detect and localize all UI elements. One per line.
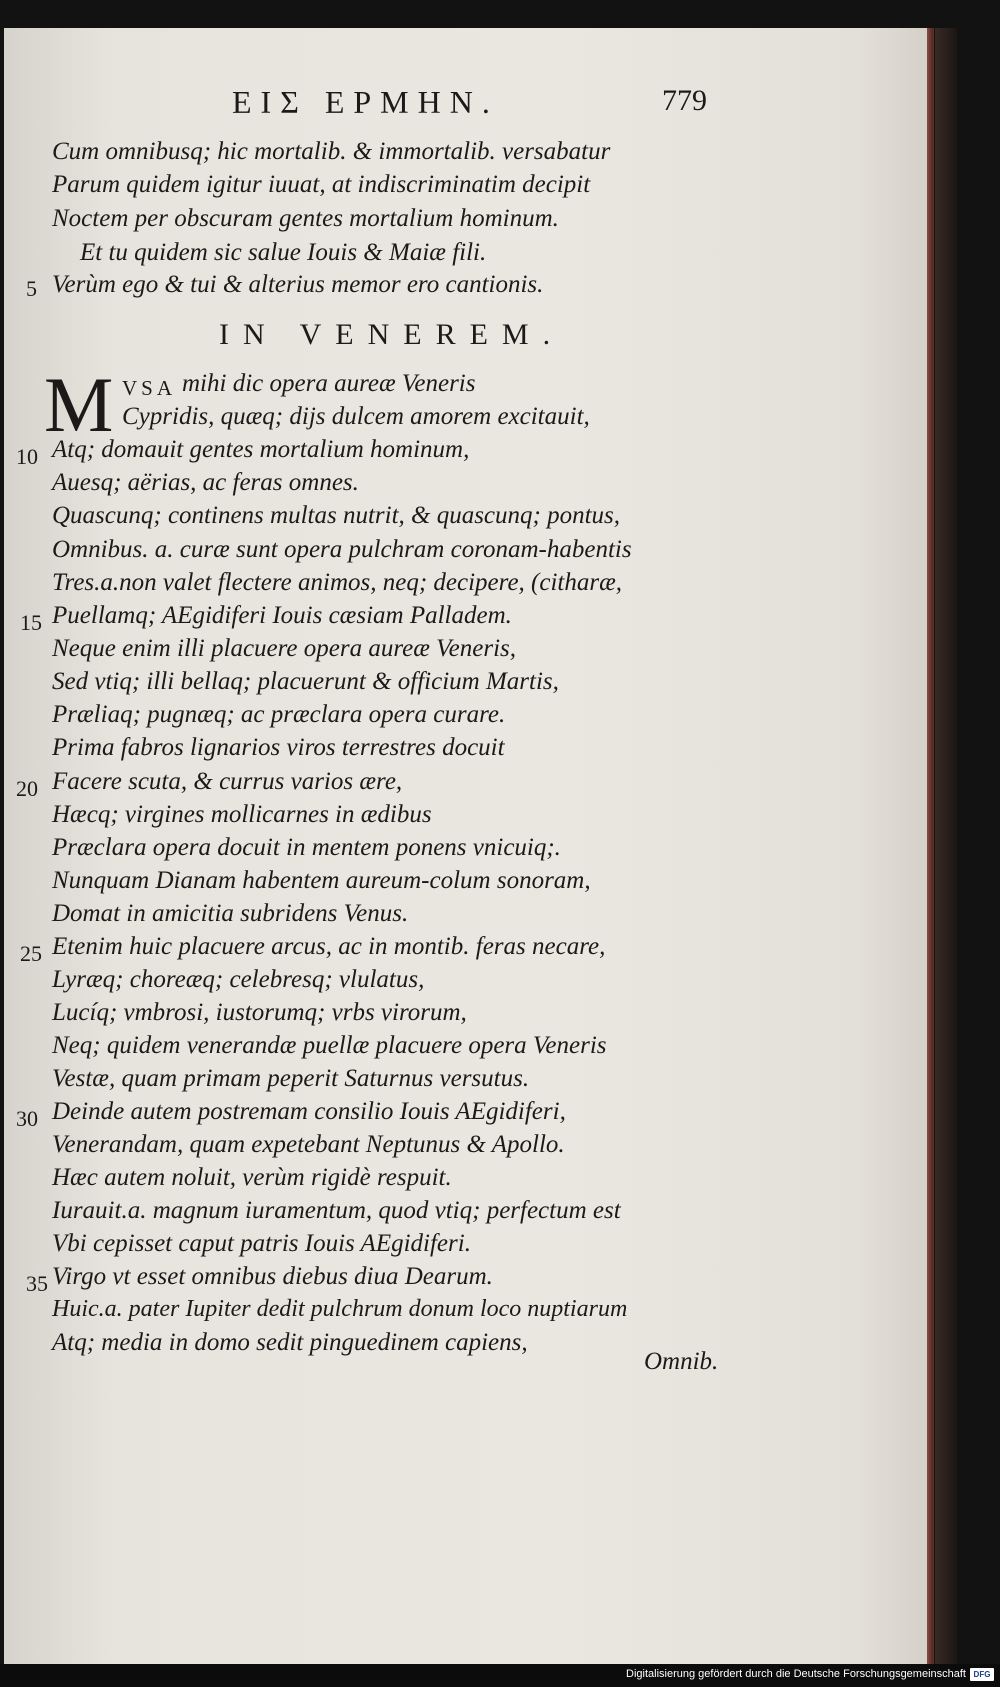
verse-line: Etenim huic placuere arcus, ac in montib. feras necare, xyxy=(52,933,606,960)
verse-line: Cum omnibusq; hic mortalib. & immortalib. versabatur xyxy=(52,138,611,165)
verse-line: mihi dic opera aureæ Veneris xyxy=(182,370,476,397)
verse-line: Præclara opera docuit in mentem ponens vnicuiq;. xyxy=(52,834,561,861)
verse-line: Deinde autem postremam consilio Iouis AEgidiferi, xyxy=(52,1098,566,1125)
running-head: ΕΙΣ ΕΡΜΗΝ. xyxy=(232,84,499,120)
line-number: 25 xyxy=(20,941,42,966)
verse-line: Parum quidem igitur iuuat, at indiscriminatim decipit xyxy=(52,171,591,198)
verse-line: Huic.a. pater Iupiter dedit pulchrum donum loco nuptiarum xyxy=(52,1296,628,1322)
verse-line: Tres.a.non valet flectere animos, neq; decipere, (citharæ, xyxy=(52,569,623,596)
line-number: 35 xyxy=(26,1271,48,1296)
drop-cap-continuation: VSA xyxy=(122,376,177,400)
verse-line: Vestæ, quam primam peperit Saturnus versutus. xyxy=(52,1065,530,1092)
verse-line: Hæcq; virgines mollicarnes in ædibus xyxy=(52,801,432,828)
line-number: 5 xyxy=(26,276,37,301)
verse-line: Prima fabros lignarios viros terrestres docuit xyxy=(52,734,505,761)
page-edge-shadow xyxy=(935,28,957,1668)
verse-line: Omnibus. a. curæ sunt opera pulchram coronam-habentis xyxy=(52,536,632,563)
drop-cap: M xyxy=(44,361,114,448)
verse-line: Præliaq; pugnæq; ac præclara opera curare. xyxy=(52,701,506,728)
verse-line: Quascunq; continens multas nutrit, & quascunq; pontus, xyxy=(52,502,621,529)
verse-line: Et tu quidem sic salue Iouis & Maiæ fili. xyxy=(80,239,487,266)
verse-line: Neque enim illi placuere opera aureæ Veneris, xyxy=(52,635,517,662)
verse-line: Sed vtiq; illi bellaq; placuerunt & officium Martis, xyxy=(52,668,559,695)
dfg-logo-icon: DFG xyxy=(970,1668,994,1681)
line-number: 20 xyxy=(16,776,38,801)
verse-line: Venerandam, quam expetebant Neptunus & Apollo. xyxy=(52,1131,565,1158)
verse-line: Verùm ego & tui & alterius memor ero cantionis. xyxy=(52,271,544,298)
verse-line: Hæc autem noluit, verùm rigidè respuit. xyxy=(52,1164,452,1191)
catchword: Omnib. xyxy=(644,1348,719,1375)
footer-credit-text: Digitalisierung gefördert durch die Deutsche Forschungsgemeinschaft xyxy=(626,1668,966,1680)
verse-line: Auesq; aërias, ac feras omnes. xyxy=(52,469,359,496)
verse-line: Lyræq; choreæq; celebresq; vlulatus, xyxy=(52,966,425,993)
verse-line: Puellamq; AEgidiferi Iouis cæsiam Palladem. xyxy=(52,602,512,629)
verse-line: Virgo vt esset omnibus diebus diua Dearum. xyxy=(52,1263,493,1290)
verse-line: Vbi cepisset caput patris Iouis AEgidiferi. xyxy=(52,1230,471,1257)
verse-line: Facere scuta, & currus varios ære, xyxy=(52,768,403,795)
digitization-footer xyxy=(0,1664,1000,1687)
page-fore-edge xyxy=(927,28,933,1664)
line-number: 15 xyxy=(20,610,42,635)
verse-line: Noctem per obscuram gentes mortalium hominum. xyxy=(52,205,559,232)
page-number: 779 xyxy=(662,84,707,117)
verse-line: Lucíq; vmbrosi, iustorumq; vrbs virorum, xyxy=(52,999,467,1026)
line-number: 10 xyxy=(16,444,38,469)
section-heading: IN VENEREM. xyxy=(219,318,565,351)
verse-line: Neq; quidem venerandæ puellæ placuere opera Veneris xyxy=(52,1032,607,1059)
verse-line: Cypridis, quæq; dijs dulcem amorem excitauit, xyxy=(122,403,590,430)
verse-line: Domat in amicitia subridens Venus. xyxy=(52,900,409,927)
verse-line: Iurauit.a. magnum iuramentum, quod vtiq; perfectum est xyxy=(52,1197,621,1224)
book-page xyxy=(4,28,934,1664)
line-number: 30 xyxy=(16,1106,38,1131)
verse-line: Nunquam Dianam habentem aureum-colum sonoram, xyxy=(52,867,591,894)
verse-line: Atq; media in domo sedit pinguedinem capiens, xyxy=(52,1329,528,1356)
verse-line: Atq; domauit gentes mortalium hominum, xyxy=(52,436,470,463)
